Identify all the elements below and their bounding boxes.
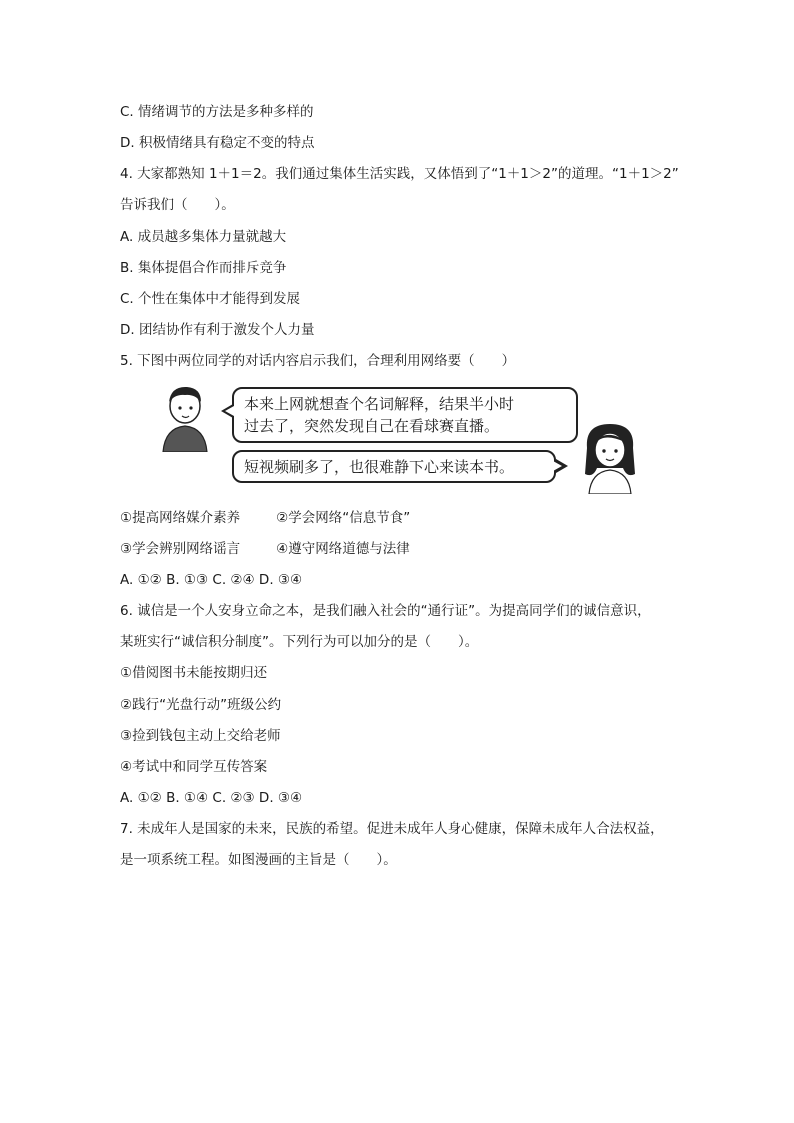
speech-bubble-girl xyxy=(232,450,556,483)
bubble1-tail-fill xyxy=(225,406,234,416)
q6-stem-line2: 某班实行“诚信积分制度”。下列行为可以加分的是（ ）。 xyxy=(120,634,479,650)
q5-options-row2 xyxy=(120,540,410,558)
dialogue-figure xyxy=(155,382,645,498)
q5-option-3: ③学会辨别网络谣言 xyxy=(120,541,241,557)
boy-illustration xyxy=(155,382,215,452)
q6-option-4: ④考试中和同学互传答案 xyxy=(120,759,268,775)
q7-stem-line2: 是一项系统工程。如图漫画的主旨是（ ）。 xyxy=(120,852,397,868)
q4-stem-line2: 告诉我们（ ）。 xyxy=(120,197,235,213)
q5-answers: A. ①② B. ①③ C. ②④ D. ③④ xyxy=(120,572,303,588)
q7-stem-line1: 7. 未成年人是国家的未来，民族的希望。促进未成年人身心健康，保障未成年人合法权益， xyxy=(120,821,664,837)
bubble2-tail-fill xyxy=(553,461,562,471)
q6-answers: A. ①② B. ①④ C. ②③ D. ③④ xyxy=(120,790,303,806)
q5-option-4: ④遵守网络道德与法律 xyxy=(276,541,410,557)
q6-option-1: ①借阅图书未能按期归还 xyxy=(120,665,268,681)
q4-option-b: B. 集体提倡合作而排斥竞争 xyxy=(120,260,287,276)
q6-option-2: ②践行“光盘行动”班级公约 xyxy=(120,697,282,713)
q6-stem-line1: 6. 诚信是一个人安身立命之本，是我们融入社会的“通行证”。为提高同学们的诚信意识， xyxy=(120,603,651,619)
girl-illustration xyxy=(577,418,643,494)
q4-option-a: A. 成员越多集体力量就越大 xyxy=(120,229,287,245)
q6-option-3: ③捡到钱包主动上交给老师 xyxy=(120,728,281,744)
q5-options-row1 xyxy=(120,509,410,527)
q5-option-2: ②学会网络“信息节食” xyxy=(276,510,411,526)
speech-bubble-boy xyxy=(232,387,578,443)
bubble1-line1: 本来上网就想查个名词解释，结果半小时 xyxy=(244,395,515,413)
option-c-q3: C. 情绪调节的方法是多种多样的 xyxy=(120,104,314,120)
bubble2-text: 短视频刷多了，也很难静下心来读本书。 xyxy=(244,458,515,476)
q5-stem: 5. 下图中两位同学的对话内容启示我们，合理利用网络要（ ） xyxy=(120,353,516,369)
q4-stem-line1: 4. 大家都熟知 1＋1＝2。我们通过集体生活实践，又体悟到了“1＋1＞2”的道理。“1＋1＞2” xyxy=(120,166,679,182)
q4-option-c: C. 个性在集体中才能得到发展 xyxy=(120,291,301,307)
q4-option-d: D. 团结协作有利于激发个人力量 xyxy=(120,322,315,338)
bubble1-line2: 过去了，突然发现自己在看球赛直播。 xyxy=(244,417,500,435)
q5-option-1: ①提高网络媒介素养 xyxy=(120,510,241,526)
option-d-q3: D. 积极情绪具有稳定不变的特点 xyxy=(120,135,315,151)
